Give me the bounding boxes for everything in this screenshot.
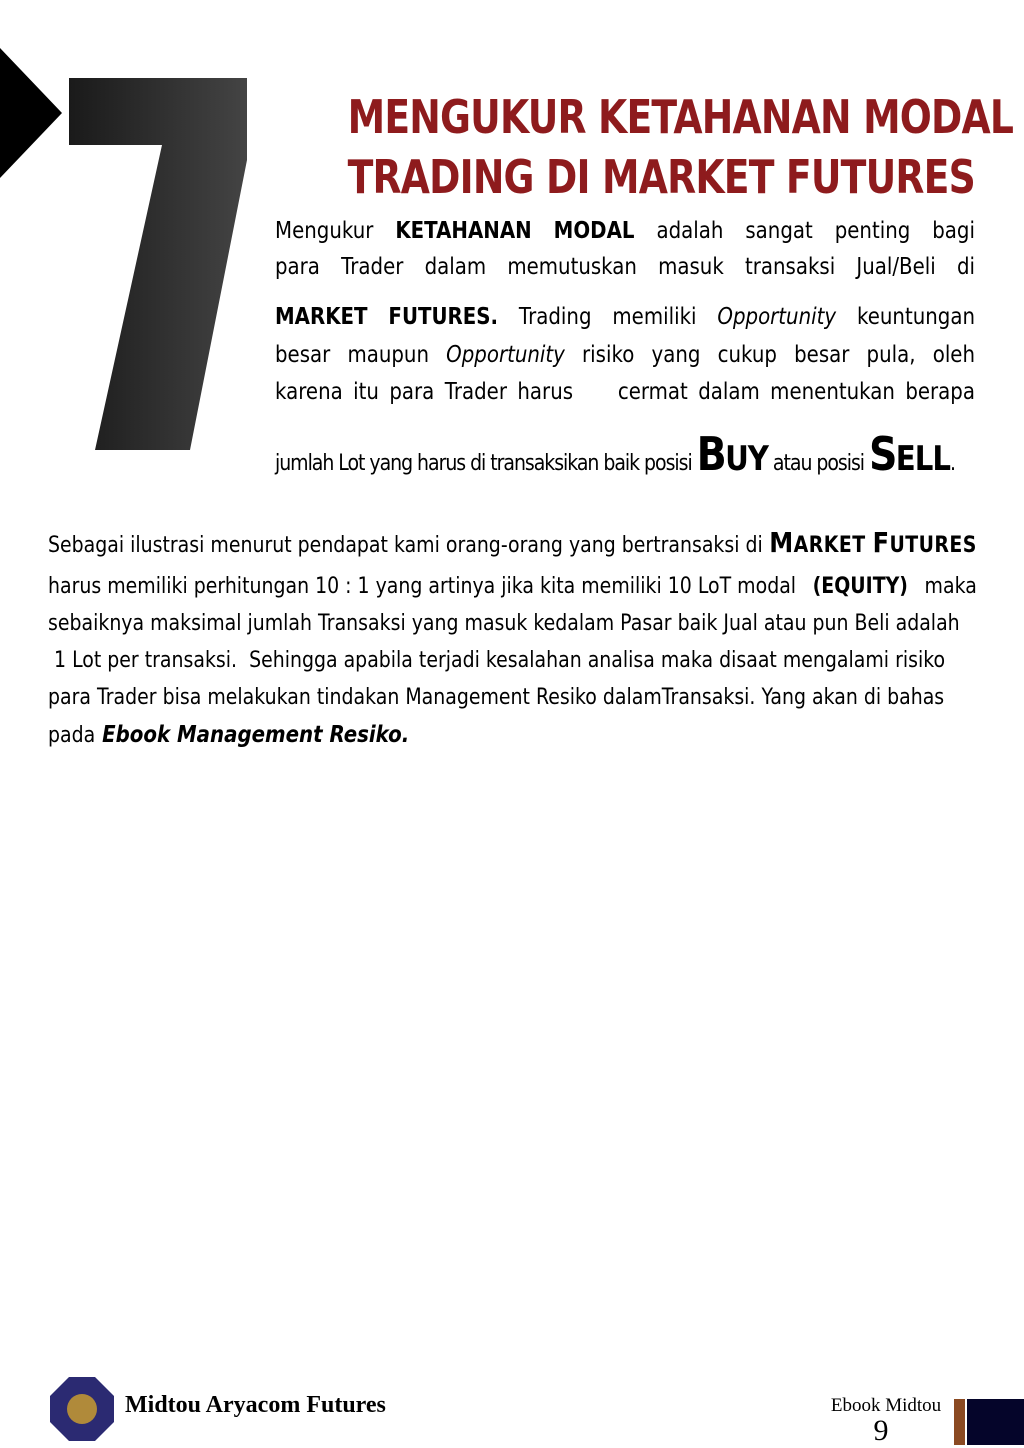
bold-term: MARKET xyxy=(275,304,368,330)
word: besar xyxy=(275,342,331,368)
word: risiko xyxy=(582,342,635,368)
word: dalam xyxy=(424,254,487,280)
title-line-2: TRADING DI MARKET FUTURES xyxy=(347,149,975,204)
bold-term: FUTURES. xyxy=(388,304,499,330)
word: harus xyxy=(517,379,574,405)
word: karena xyxy=(275,379,343,405)
word: cukup xyxy=(717,342,777,368)
italic-term: Opportunity xyxy=(446,342,565,368)
title-line-1: MENGUKUR KETAHANAN MODAL xyxy=(347,89,1014,144)
intro-line-buy-sell xyxy=(275,427,975,481)
footer-accent-block xyxy=(967,1399,1024,1445)
word: Trader xyxy=(444,379,507,405)
text-run: atau posisi xyxy=(767,451,870,476)
text-run: Sebagai ilustrasi menurut pendapat kami orang-orang yang bertransaksi di xyxy=(48,533,763,558)
bold-term: KETAHANAN xyxy=(395,218,532,244)
body-line xyxy=(48,648,977,685)
sell-cap: S xyxy=(869,427,896,481)
word: di xyxy=(956,254,976,280)
text-run: harus memiliki perhitungan 10 : 1 yang artinya jika kita memiliki 10 LoT modal xyxy=(48,574,797,599)
body-paragraph xyxy=(48,526,976,760)
equity-term: (EQUITY) xyxy=(812,574,908,599)
word: berapa xyxy=(905,379,975,405)
word: keuntungan xyxy=(856,304,975,330)
sell-rest: ELL xyxy=(895,439,950,479)
intro-line xyxy=(275,379,975,427)
word: memutuskan xyxy=(507,254,637,280)
word: itu xyxy=(353,379,379,405)
word: Jual/Beli xyxy=(856,254,936,280)
word: oleh xyxy=(932,342,976,368)
chapter-title xyxy=(347,87,1014,207)
text-run: sebaiknya maksimal jumlah Transaksi yang masuk kedalam Pasar baik Jual atau pun Beli adalah xyxy=(48,611,960,636)
ebook-reference: Ebook Management Resiko. xyxy=(102,722,410,748)
page-number: 9 xyxy=(873,1414,889,1447)
text-run: maka xyxy=(924,574,977,599)
word: penting xyxy=(834,218,911,244)
word: para xyxy=(389,379,435,405)
intro-line xyxy=(275,254,975,304)
word: bagi xyxy=(932,218,975,244)
text-run: 1 Lot per transaksi. Sehingga apabila terjadi kesalahan analisa maka disaat mengalami risiko xyxy=(48,648,946,673)
word: para xyxy=(275,254,320,280)
text-run: para Trader bisa melakukan tindakan Management Resiko dalamTransaksi. Yang akan di bahas xyxy=(48,685,945,710)
word: dalam xyxy=(698,379,760,405)
word: yang xyxy=(651,342,701,368)
buy-rest: UY xyxy=(725,439,768,479)
company-name: Midtou Aryacom Futures xyxy=(125,1392,386,1418)
word: besar xyxy=(794,342,850,368)
word: Mengukur xyxy=(275,218,374,244)
body-line xyxy=(48,611,977,648)
body-line xyxy=(48,722,977,760)
word: masuk xyxy=(658,254,724,280)
intro-paragraph xyxy=(275,218,976,481)
company-logo-icon xyxy=(50,1377,114,1441)
word: memiliki xyxy=(612,304,697,330)
period: . xyxy=(949,451,955,476)
word: cermat xyxy=(617,379,688,405)
bold-term: MODAL xyxy=(553,218,635,244)
text-run: pada xyxy=(48,723,96,748)
body-line xyxy=(48,685,977,722)
arrow-triangle-icon xyxy=(0,48,62,178)
body-line xyxy=(48,574,977,611)
word: menentukan xyxy=(770,379,895,405)
word: Trading xyxy=(518,304,592,330)
text-run: jumlah Lot yang harus di transaksikan baik posisi xyxy=(275,451,697,476)
footer-accent-bar xyxy=(954,1399,965,1445)
word: Trader xyxy=(341,254,404,280)
market-futures-smallcaps: MARKET FUTURES xyxy=(769,526,977,559)
intro-line xyxy=(275,342,975,379)
word: pula, xyxy=(866,342,916,368)
body-line xyxy=(48,526,977,574)
chapter-number-seven xyxy=(68,78,250,452)
intro-line xyxy=(275,304,975,342)
intro-line xyxy=(275,218,975,254)
word: sangat xyxy=(745,218,813,244)
word: transaksi xyxy=(744,254,836,280)
word: maupun xyxy=(347,342,430,368)
ebook-label: Ebook Midtou xyxy=(830,1395,942,1416)
buy-cap: B xyxy=(696,427,726,481)
word: adalah xyxy=(656,218,724,244)
italic-term: Opportunity xyxy=(717,304,837,330)
